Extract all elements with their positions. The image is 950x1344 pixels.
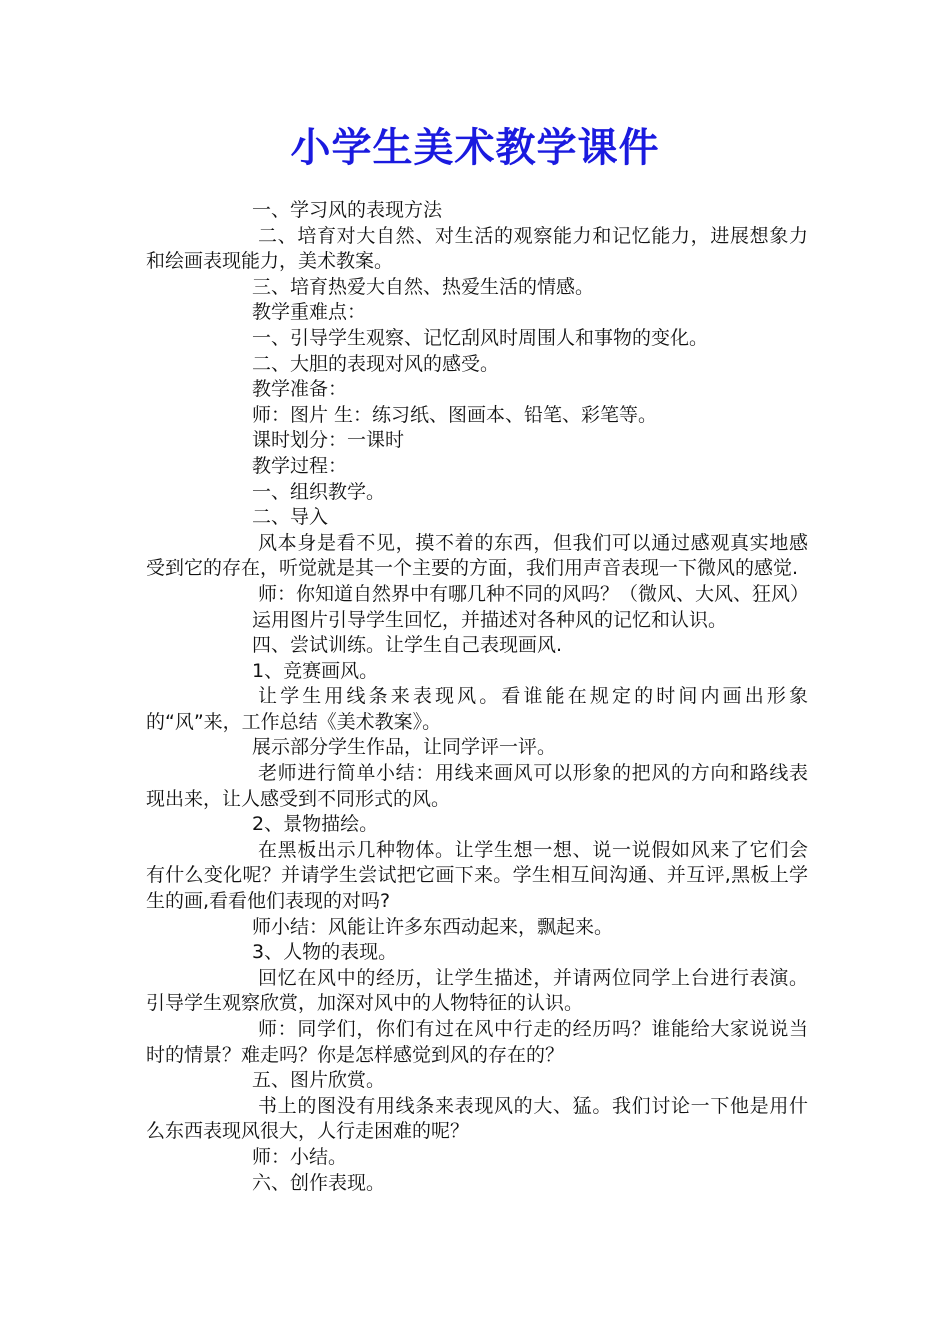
paragraph: 在黑板出示几种物体。让学生想一想、说一说假如风来了它们会有什么变化呢？并请学生尝试把它画下来。学生相互间沟通、并互评,黑板上学生的画,看看他们表现的对吗? <box>146 838 808 913</box>
paragraph: 书上的图没有用线条来表现风的大、猛。我们讨论一下他是用什么东西表现风很大，人行走困难的呢？ <box>146 1094 808 1143</box>
paragraph: 回忆在风中的经历，让学生描述，并请两位同学上台进行表演。引导学生观察欣赏，加深对风中的人物特征的认识。 <box>146 966 808 1015</box>
paragraph: 教学重难点： <box>252 301 367 324</box>
document-body <box>146 198 808 1196</box>
paragraph: 2、景物描绘。 <box>252 813 379 836</box>
paragraph: 一、组织教学。 <box>252 480 386 503</box>
paragraph: 1、竞赛画风。 <box>252 659 379 682</box>
paragraph: 四、尝试训练。让学生自己表现画风. <box>252 634 563 657</box>
paragraph: 展示部分学生作品，让同学评一评。 <box>252 736 557 759</box>
paragraph: 一、引导学生观察、记忆刮风时周围人和事物的变化。 <box>252 326 709 349</box>
paragraph: 风本身是看不见，摸不着的东西，但我们可以通过感观真实地感受到它的存在，听觉就是其一个主要的方面，我们用声音表现一下微风的感觉. <box>146 531 808 580</box>
paragraph: 六、创作表现。 <box>252 1171 386 1194</box>
paragraph: 师：同学们，你们有过在风中行走的经历吗？谁能给大家说说当时的情景？难走吗？你是怎样感觉到风的存在的？ <box>146 1018 808 1066</box>
paragraph: 二、大胆的表现对风的感受。 <box>252 352 500 375</box>
paragraph: 课时划分：一课时 <box>252 429 405 452</box>
paragraph: 让学生用线条来表现风。看谁能在规定的时间内画出形象的“风”来，工作总结《美术教案》。 <box>146 685 808 733</box>
paragraph: 老师进行简单小结：用线来画风可以形象的把风的方向和路线表现出来，让人感受到不同形式的风。 <box>146 762 808 810</box>
paragraph: 师：小结。 <box>252 1145 348 1168</box>
paragraph: 师：你知道自然界中有哪几种不同的风吗？（微风、大风、狂风） <box>258 582 810 605</box>
paragraph: 师小结：风能让许多东西动起来，飘起来。 <box>252 915 614 938</box>
paragraph: 教学准备： <box>252 378 348 401</box>
paragraph: 运用图片引导学生回忆，并描述对各种风的记忆和认识。 <box>252 608 728 631</box>
paragraph: 教学过程： <box>252 454 348 477</box>
paragraph: 二、培育对大自然、对生活的观察能力和记忆能力，进展想象力和绘画表现能力，美术教案。 <box>146 224 808 273</box>
paragraph: 3、人物的表现。 <box>252 941 398 964</box>
paragraph: 师：图片 生：练习纸、图画本、铅笔、彩笔等。 <box>252 403 658 426</box>
document-title: 小学生美术教学课件 <box>290 125 660 171</box>
paragraph: 五、图片欣赏。 <box>252 1069 386 1092</box>
paragraph: 二、导入 <box>252 506 329 529</box>
paragraph: 一、学习风的表现方法 <box>252 199 443 221</box>
paragraph: 三、培育热爱大自然、热爱生活的情感。 <box>252 275 595 298</box>
